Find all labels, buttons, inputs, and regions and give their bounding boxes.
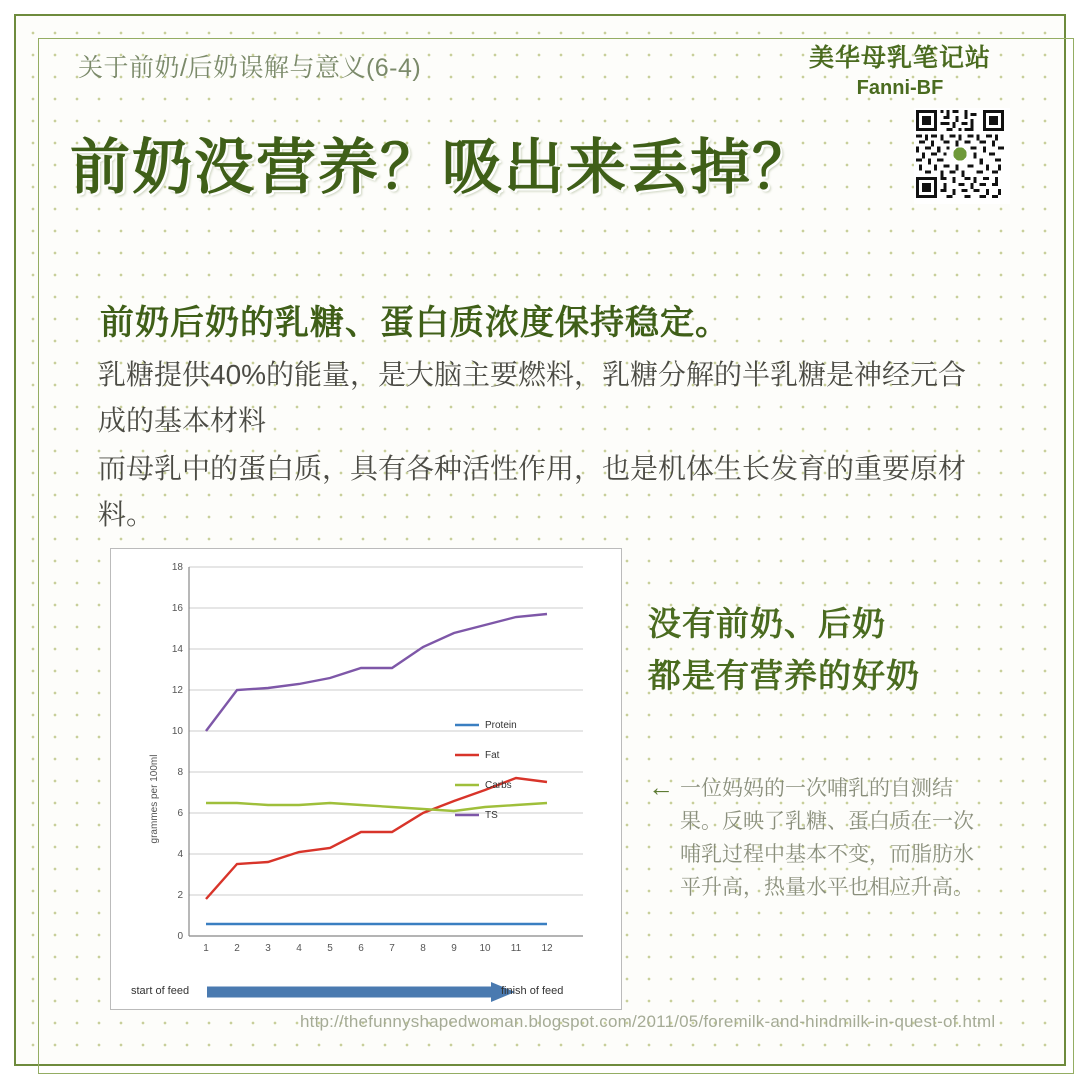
feed-finish-label: finish of feed bbox=[501, 985, 564, 997]
svg-text:12: 12 bbox=[171, 685, 183, 696]
paragraph-1: 乳糖提供40%的能量，是大脑主要燃料，乳糖分解的半乳糖是神经元合成的基本材料 bbox=[98, 359, 967, 436]
highlight-line-1: 没有前奶、后奶 bbox=[648, 605, 886, 642]
body-paragraphs bbox=[98, 352, 978, 538]
section-subtitle: 前奶后奶的乳糖、蛋白质浓度保持稳定。 bbox=[100, 304, 730, 342]
paragraph-2: 而母乳中的蛋白质，具有各种活性作用，也是机体生长发育的重要原材料。 bbox=[98, 453, 967, 530]
svg-text:12: 12 bbox=[541, 943, 553, 954]
svg-text:TS: TS bbox=[485, 810, 498, 821]
svg-text:6: 6 bbox=[177, 808, 183, 819]
brand-handle: Fanni-BF bbox=[856, 77, 944, 99]
svg-text:11: 11 bbox=[510, 943, 522, 954]
highlight-line-2: 都是有营养的好奶 bbox=[648, 657, 920, 694]
chart-annotation bbox=[648, 772, 978, 904]
svg-text:5: 5 bbox=[327, 943, 333, 954]
svg-text:0: 0 bbox=[177, 931, 183, 942]
highlight-note bbox=[648, 598, 920, 702]
svg-text:grammes per 100ml: grammes per 100ml bbox=[149, 754, 160, 844]
svg-text:10: 10 bbox=[479, 943, 491, 954]
svg-text:2: 2 bbox=[234, 943, 240, 954]
page-title: 前奶没营养？吸出来丢掉？ bbox=[70, 134, 814, 201]
svg-text:4: 4 bbox=[296, 943, 302, 954]
left-arrow-icon: ← bbox=[648, 772, 674, 802]
svg-text:18: 18 bbox=[171, 562, 183, 573]
milk-composition-chart bbox=[110, 548, 622, 1010]
svg-text:6: 6 bbox=[358, 943, 364, 954]
svg-text:Carbs: Carbs bbox=[485, 780, 512, 791]
feed-start-label: start of feed bbox=[131, 985, 190, 997]
svg-text:Fat: Fat bbox=[485, 750, 500, 761]
brand-name: 美华母乳笔记站 bbox=[808, 44, 991, 72]
qr-code-icon bbox=[914, 108, 1010, 204]
brand-block bbox=[790, 38, 1010, 100]
chart-annotation-text: 一位妈妈的一次哺乳的自测结果。反映了乳糖、蛋白质在一次哺乳过程中基本不变，而脂肪水平升高，热量水平也相应升高。 bbox=[680, 777, 974, 899]
kicker-text: 关于前奶/后奶误解与意义(6-4) bbox=[78, 54, 422, 82]
svg-text:10: 10 bbox=[171, 726, 183, 737]
source-url: http://thefunnyshapedwoman.blogspot.com/2011/05/foremilk-and-hindmilk-in-quest-of.html bbox=[300, 1012, 996, 1031]
svg-text:7: 7 bbox=[389, 943, 395, 954]
svg-text:8: 8 bbox=[420, 943, 426, 954]
svg-text:9: 9 bbox=[451, 943, 457, 954]
svg-text:4: 4 bbox=[177, 849, 183, 860]
svg-text:2: 2 bbox=[177, 890, 183, 901]
svg-text:Protein: Protein bbox=[485, 720, 517, 731]
feed-progress-bar bbox=[110, 975, 622, 1010]
svg-text:14: 14 bbox=[171, 644, 183, 655]
svg-text:16: 16 bbox=[171, 603, 183, 614]
svg-text:1: 1 bbox=[203, 943, 209, 954]
svg-text:8: 8 bbox=[177, 767, 183, 778]
svg-text:3: 3 bbox=[265, 943, 271, 954]
